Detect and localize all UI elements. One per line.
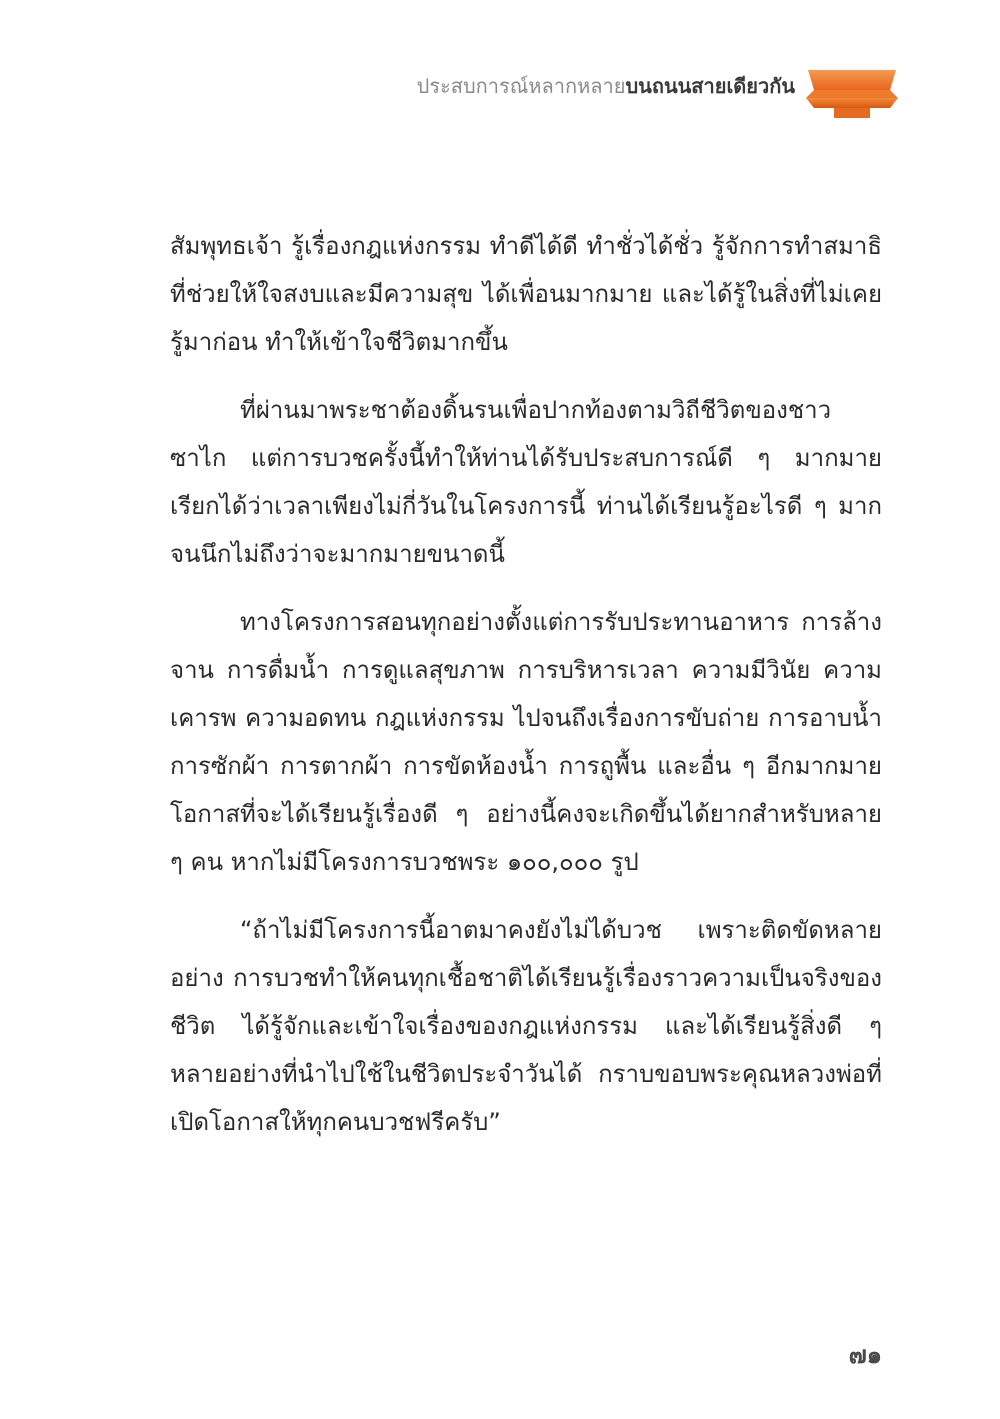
body-text: [170, 222, 882, 1166]
header-title-bold: บนถนนสายเดียวกัน: [625, 74, 795, 98]
paragraph-2: ที่ผ่านมาพระชาต้องดิ้นรนเพื่อปากท้องตามวิถีชีวิตของชาวซาไก แต่การบวชครั้งนี้ทำให้ท่านได้รับประสบการณ์ดี ๆ มากมาย เรียกได้ว่าเวลาเพียงไม่กี่วันในโครงการนี้ ท่านได้เรียนรู้อะไรดี ๆ มากจนนึกไม่ถึงว่าจะมากมายขนาดนี้: [170, 396, 882, 568]
running-header: [417, 70, 795, 102]
orange-tray-icon: [800, 60, 904, 124]
header-title-light: ประสบการณ์หลากหลาย: [416, 74, 626, 98]
paragraph-3: ทางโครงการสอนทุกอย่างตั้งแต่การรับประทานอาหาร การล้างจาน การดื่มน้ำ การดูแลสุขภาพ การบริหารเวลา ความมีวินัย ความเคารพ ความอดทน กฎแห่งกรรม ไปจนถึงเรื่องการขับถ่าย การอาบน้ำ การซักผ้า การตากผ้า การขัดห้องน้ำ การถูพื้น และอื่น ๆ อีกมากมาย โอกาสที่จะได้เรียนรู้เรื่องดี ๆ อย่างนี้คงจะเกิดขึ้นได้ยากสำหรับหลาย ๆ คน หากไม่มีโครงการบวชพระ ๑๐๐,๐๐๐ รูป: [170, 608, 882, 876]
paragraph-1: สัมพุทธเจ้า รู้เรื่องกฎแห่งกรรม ทำดีได้ดี ทำชั่วได้ชั่ว รู้จักการทำสมาธิที่ช่วยให้ใจสงบและมีความสุข ได้เพื่อนมากมาย และได้รู้ในสิ่งที่ไม่เคยรู้มาก่อน ทำให้เข้าใจชีวิตมากขึ้น: [170, 232, 882, 356]
page-number: ๗๑: [848, 1341, 882, 1369]
paragraph-4: “ถ้าไม่มีโครงการนี้อาตมาคงยังไม่ได้บวช เพราะติดขัดหลายอย่าง การบวชทำให้คนทุกเชื้อชาติได้เรียนรู้เรื่องราวความเป็นจริงของชีวิต ได้รู้จักและเข้าใจเรื่องของกฎแห่งกรรม และได้เรียนรู้สิ่งดี ๆ หลายอย่างที่นำไปใช้ในชีวิตประจำวันได้ กราบขอบพระคุณหลวงพ่อที่เปิดโอกาสให้ทุกคนบวชฟรีครับ”: [170, 916, 882, 1136]
